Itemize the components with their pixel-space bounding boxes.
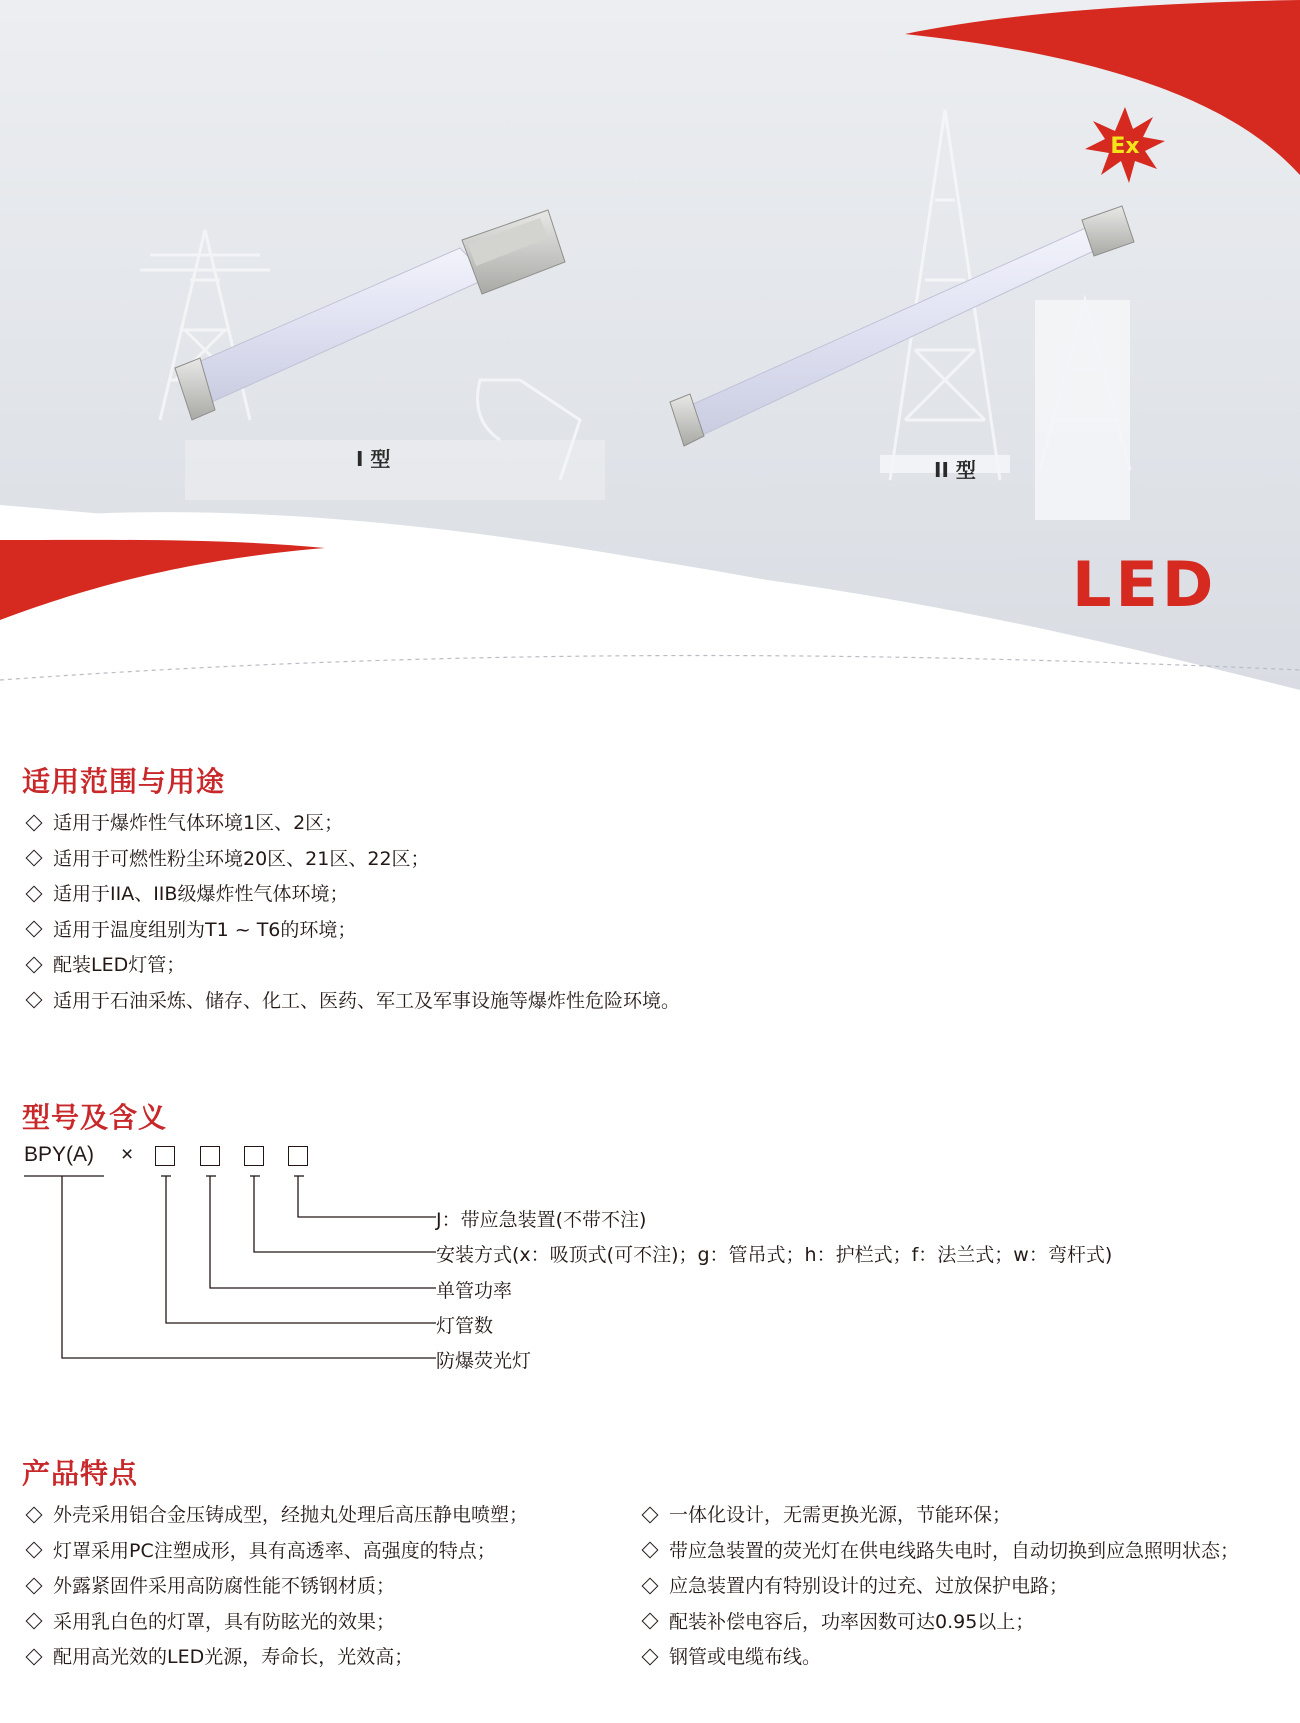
diamond-bullet-icon (642, 1506, 659, 1523)
model-multiply-sign: × (121, 1143, 134, 1166)
dashed-divider (0, 640, 1300, 700)
diamond-bullet-icon (642, 1577, 659, 1594)
diamond-bullet-icon (642, 1648, 659, 1665)
model-explain-emergency: J：带应急装置(不带不注) (436, 1209, 647, 1231)
list-item: 配装补偿电容后，功率因数可达0.95以上； (638, 1605, 1239, 1641)
list-item: 适用于可燃性粉尘环境20区、21区、22区； (22, 842, 680, 878)
features-left-list (22, 1498, 528, 1676)
diamond-bullet-icon (26, 850, 43, 867)
list-item: 适用于石油采炼、储存、化工、医药、军工及军事设施等爆炸性危险环境。 (22, 984, 680, 1020)
diamond-bullet-icon (26, 814, 43, 831)
diamond-bullet-icon (26, 1542, 43, 1559)
model-code: BPY(A) (24, 1143, 95, 1166)
diamond-bullet-icon (26, 1648, 43, 1665)
list-item: 带应急装置的荧光灯在供电线路失电时，自动切换到应急照明状态； (638, 1534, 1239, 1570)
features-section-title: 产品特点 (22, 1457, 139, 1490)
diamond-bullet-icon (26, 921, 43, 938)
model-section-title: 型号及含义 (22, 1101, 168, 1134)
model-explain-type: 防爆荧光灯 (436, 1350, 532, 1372)
diamond-bullet-icon (26, 1506, 43, 1523)
list-item: 适用于IIA、IIB级爆炸性气体环境； (22, 877, 680, 913)
diamond-bullet-icon (26, 956, 43, 973)
diamond-bullet-icon (642, 1542, 659, 1559)
type-one-label: I 型 (356, 447, 391, 471)
model-explain-power: 单管功率 (436, 1280, 513, 1302)
diamond-bullet-icon (26, 1577, 43, 1594)
usage-section-title: 适用范围与用途 (22, 765, 226, 798)
model-connector-lines (0, 1160, 500, 1380)
list-item: 采用乳白色的灯罩，具有防眩光的效果； (22, 1605, 528, 1641)
list-item: 应急装置内有特别设计的过充、过放保护电路； (638, 1569, 1239, 1605)
diamond-bullet-icon (26, 992, 43, 1009)
features-right-list (638, 1498, 1239, 1676)
list-item: 配装LED灯管； (22, 948, 680, 984)
list-item: 适用于温度组别为T1 ~ T6的环境； (22, 913, 680, 949)
diamond-bullet-icon (26, 885, 43, 902)
model-explain-tube-count: 灯管数 (436, 1315, 494, 1337)
type-two-label: II 型 (934, 458, 976, 482)
list-item: 一体化设计，无需更换光源，节能环保； (638, 1498, 1239, 1534)
product-title: LED (1072, 548, 1218, 621)
list-item: 配用高光效的LED光源，寿命长，光效高； (22, 1640, 528, 1676)
usage-list (22, 806, 680, 1020)
list-item: 钢管或电缆布线。 (638, 1640, 1239, 1676)
model-explain-mounting: 安装方式(x：吸顶式(可不注)；g：管吊式；h：护栏式；f：法兰式；w：弯杆式) (436, 1244, 1113, 1266)
list-item: 灯罩采用PC注塑成形，具有高透率、高强度的特点； (22, 1534, 528, 1570)
list-item: 适用于爆炸性气体环境1区、2区； (22, 806, 680, 842)
list-item: 外壳采用铝合金压铸成型，经抛丸处理后高压静电喷塑； (22, 1498, 528, 1534)
svg-text:Ex: Ex (1110, 134, 1140, 159)
list-item: 外露紧固件采用高防腐性能不锈钢材质； (22, 1569, 528, 1605)
diamond-bullet-icon (642, 1613, 659, 1630)
diamond-bullet-icon (26, 1613, 43, 1630)
